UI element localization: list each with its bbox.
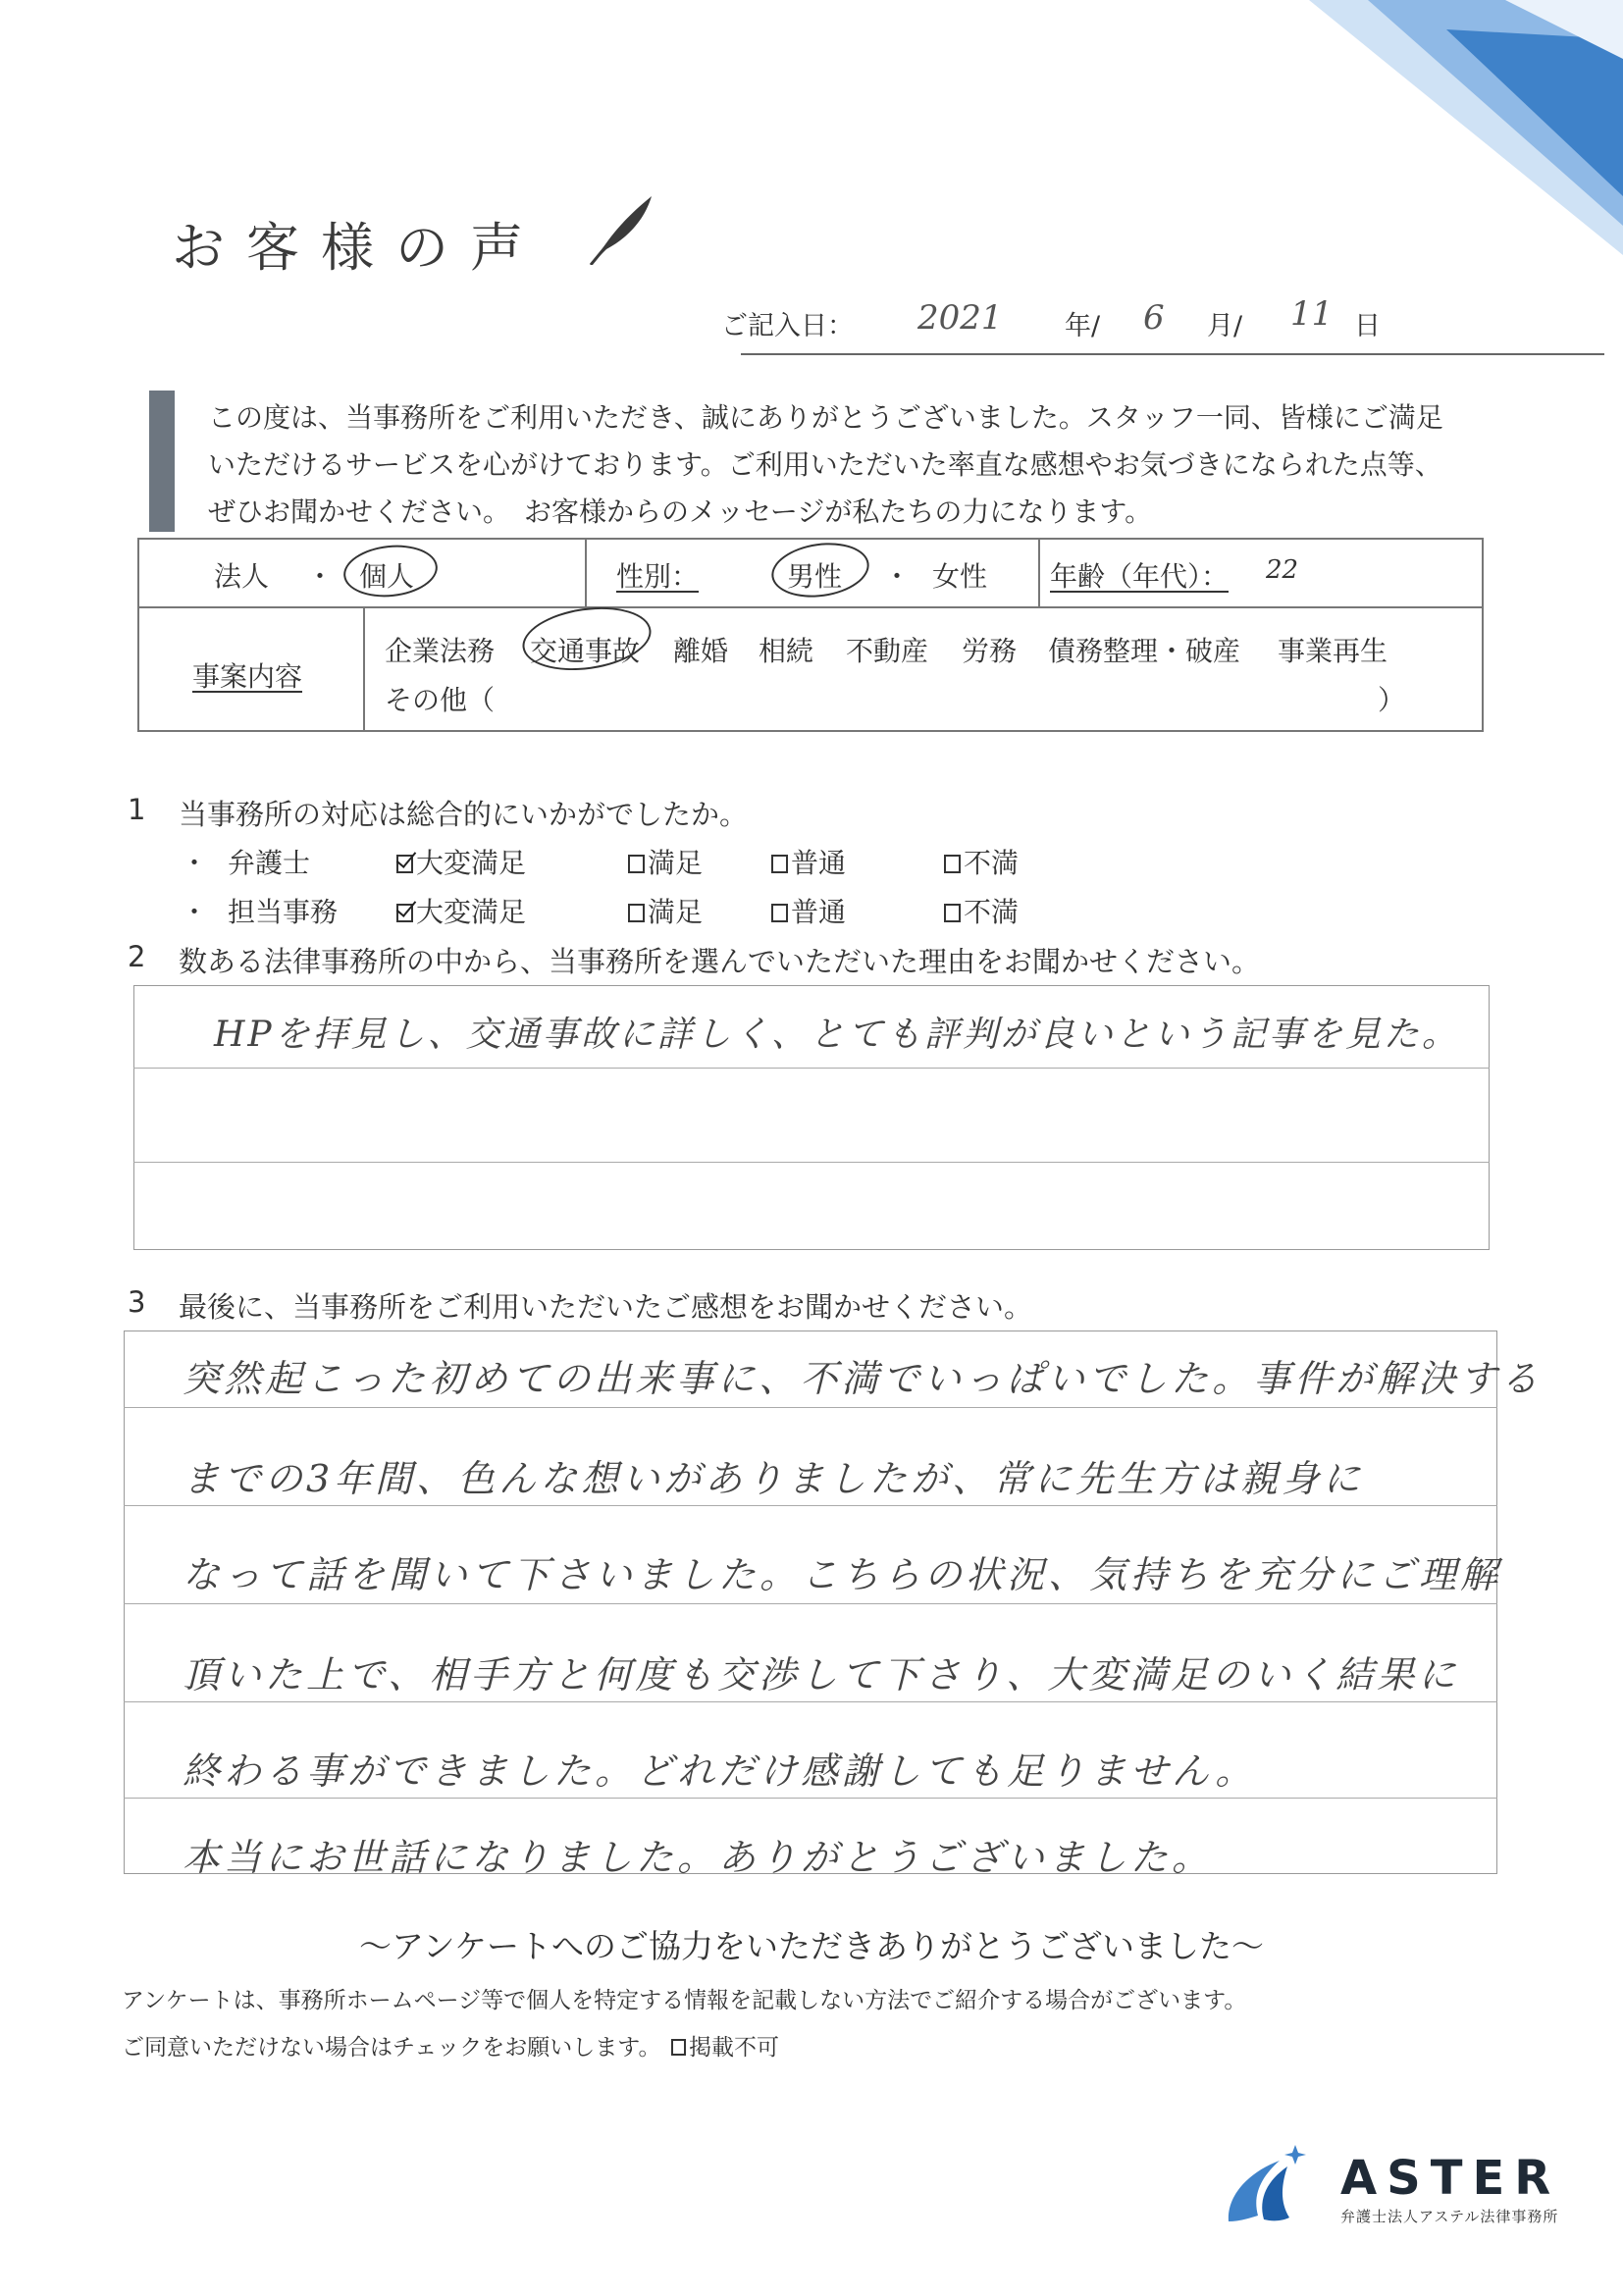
option-female: 女性	[932, 560, 988, 593]
checkbox-icon	[944, 904, 961, 922]
date-month-unit: 月/	[1207, 311, 1243, 341]
corner-decoration	[1309, 0, 1623, 255]
q3-answer-line: 突然起こった初めての出来事に、不満でいっぱいでした。事件が解決する	[183, 1357, 1543, 1400]
q1-row-label: 弁護士	[228, 847, 311, 879]
consent-note: ご同意いただけない場合はチェックをお願いします。	[122, 2035, 661, 2061]
case-option: 労務	[962, 635, 1018, 667]
checkbox-icon	[771, 904, 788, 922]
feather-icon	[587, 192, 655, 265]
answer-rule	[124, 1505, 1497, 1506]
case-option: 企業法務	[385, 635, 496, 667]
option-label: 満足	[648, 896, 704, 928]
checkbox-icon	[628, 904, 645, 922]
table-divider	[585, 538, 587, 606]
logo-subtitle: 弁護士法人アステル法律事務所	[1340, 2208, 1559, 2225]
checkbox-icon	[771, 855, 788, 873]
q3-answer-line: 本当にお世話になりました。ありがとうございました。	[183, 1836, 1214, 1879]
q1-number: 1	[128, 793, 146, 826]
bullet: ・	[181, 896, 209, 928]
intro-line: この度は、当事務所をご利用いただき、誠にありがとうございました。スタッフ一同、皆様にご満足	[208, 401, 1443, 434]
option-label: 不満	[964, 847, 1020, 879]
option-corp: 法人	[214, 560, 270, 593]
option-label: 普通	[791, 896, 847, 928]
q1-option	[771, 891, 846, 930]
option-label: 不満	[964, 896, 1020, 928]
logo-name: ASTER	[1340, 2151, 1561, 2206]
case-option: 債務整理・破産	[1048, 635, 1241, 667]
q3-answer-line: なって話を聞いて下さいました。こちらの状況、気持ちを充分にご理解	[183, 1553, 1502, 1596]
q1-option	[944, 842, 1019, 881]
date-month: 6	[1143, 298, 1165, 338]
q1-option	[771, 842, 846, 881]
intro-accent-bar	[149, 391, 175, 532]
q3-number: 3	[128, 1285, 146, 1319]
case-other: その他（	[385, 684, 496, 716]
checkbox-checked-icon	[396, 904, 413, 922]
case-option: 離婚	[673, 635, 729, 667]
q1-option	[628, 842, 703, 881]
answer-rule	[124, 1603, 1497, 1604]
age-value: 22	[1266, 555, 1299, 585]
checkbox-icon	[628, 855, 645, 873]
answer-rule	[124, 1798, 1497, 1799]
table-divider	[137, 606, 1484, 608]
q1-option-selected	[396, 891, 526, 930]
thanks-message: 〜アンケートへのご協力をいただきありがとうございました〜	[358, 1927, 1265, 1965]
date-label: ご記入日：	[721, 311, 854, 341]
q2-number: 2	[128, 940, 146, 973]
checkbox-icon	[944, 855, 961, 873]
table-divider	[1038, 538, 1040, 606]
age-label: 年齢（年代）：	[1050, 560, 1230, 593]
intro-text	[208, 394, 1562, 536]
aster-logo-icon	[1219, 2137, 1317, 2235]
answer-rule	[133, 1162, 1490, 1163]
q3-answer-line: 終わる事ができました。どれだけ感謝しても足りません。	[183, 1749, 1257, 1793]
case-option: 事業再生	[1278, 635, 1388, 667]
answer-rule	[124, 1407, 1497, 1408]
case-other-close: ）	[1378, 684, 1406, 716]
table-divider	[363, 606, 365, 732]
intro-line: ぜひお聞かせください。 お客様からのメッセージが私たちの力になります。	[208, 496, 1153, 528]
q3-answer-line: 頂いた上で、相手方と何度も交渉して下さり、大変満足のいく結果に	[183, 1653, 1460, 1696]
entry-date	[721, 294, 1604, 353]
option-individual: 個人	[359, 560, 415, 593]
option-label: 普通	[791, 847, 847, 879]
privacy-note: アンケートは、事務所ホームページ等で個人を特定する情報を記載しない方法でご紹介する場合がございます。	[122, 1988, 1247, 2013]
case-label: 事案内容	[192, 660, 303, 693]
case-option: 相続	[759, 635, 814, 667]
option-label: 満足	[648, 847, 704, 879]
intro-line: いただけるサービスを心がけております。ご利用いただいた率直な感想やお気づきになられた点等、	[208, 448, 1442, 481]
q1-option-selected	[396, 842, 526, 881]
q3-answer-line: までの3年間、色んな想いがありましたが、常に先生方は親身に	[183, 1457, 1365, 1500]
q1-row-label: 担当事務	[228, 896, 339, 928]
option-label: 大変満足	[416, 847, 527, 879]
answer-rule	[133, 1068, 1490, 1069]
case-option: 交通事故	[530, 635, 641, 667]
no-publish-option	[671, 2029, 779, 2061]
case-option: 不動産	[846, 635, 929, 667]
answer-rule	[124, 1701, 1497, 1702]
date-year-unit: 年/	[1065, 311, 1101, 341]
q2-answer-line: HPを拝見し、交通事故に詳しく、とても評判が良いという記事を見た。	[214, 1015, 1460, 1055]
q1-option	[628, 891, 703, 930]
checkbox-checked-icon	[396, 855, 413, 873]
separator: ・	[306, 560, 335, 593]
separator: ・	[883, 560, 912, 593]
checkbox-icon	[671, 2039, 686, 2056]
option-label: 掲載不可	[689, 2035, 779, 2061]
date-day-unit: 日	[1354, 311, 1381, 341]
q3-text: 最後に、当事務所をご利用いただいたご感想をお聞かせください。	[179, 1290, 1033, 1324]
date-underline	[741, 353, 1604, 355]
option-male: 男性	[787, 560, 843, 593]
option-label: 大変満足	[416, 896, 527, 928]
date-year: 2021	[917, 298, 1003, 338]
q2-text: 数ある法律事務所の中から、当事務所を選んでいただいた理由をお聞かせください。	[179, 945, 1261, 978]
page-title: お客様の声	[172, 217, 545, 279]
gender-label: 性別：	[616, 560, 700, 593]
bullet: ・	[181, 847, 209, 879]
q1-text: 当事務所の対応は総合的にいかがでしたか。	[179, 798, 749, 831]
date-day: 11	[1290, 294, 1334, 334]
q1-option	[944, 891, 1019, 930]
